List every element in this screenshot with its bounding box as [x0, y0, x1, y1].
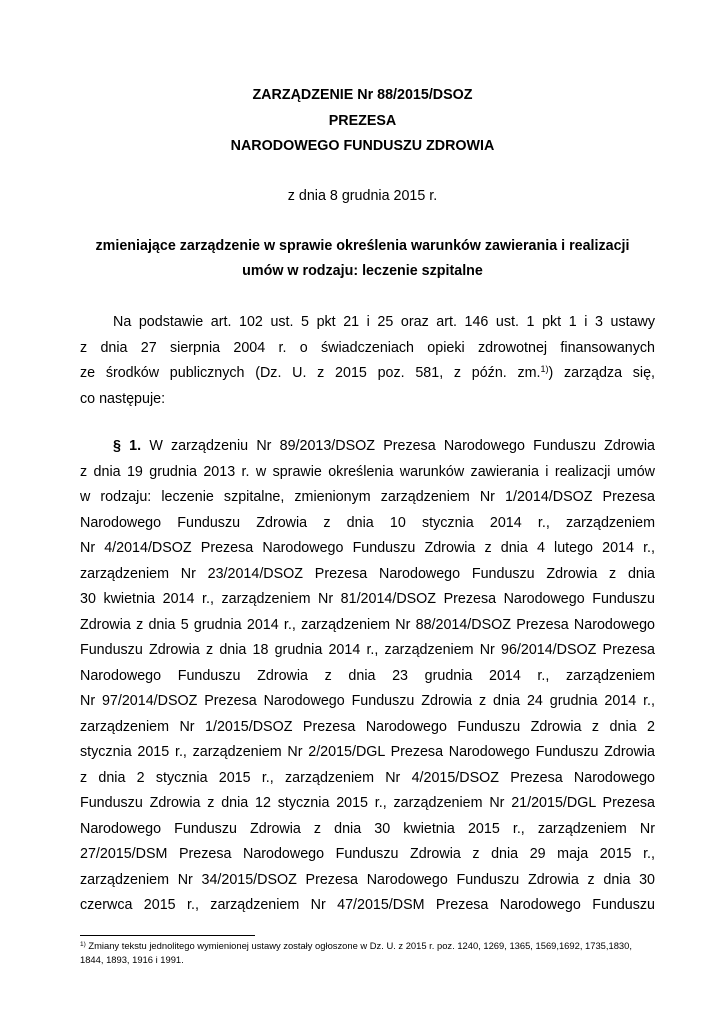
section-line: Zdrowia z dnia 5 grudnia 2014 r., zarządzeniem Nr 88/2014/DSOZ Prezesa Narodowego — [80, 616, 655, 633]
section-1-paragraph — [80, 434, 655, 919]
footnote-line: 1844, 1893, 1916 i 1991. — [80, 953, 184, 965]
intro-text: ze środków publicznych (Dz. U. z 2015 poz. 581, z późn. zm. — [80, 365, 541, 381]
issuer-title: PREZESA — [328, 113, 397, 129]
intro-line: Na podstawie art. 102 ust. 5 pkt 21 i 25 oraz art. 146 ust. 1 pkt 1 i 3 ustawy — [113, 314, 655, 330]
section-text: W zarządzeniu Nr 89/2013/DSOZ Prezesa Narodowego Funduszu Zdrowia — [149, 438, 655, 454]
footnote-ref: 1) — [540, 364, 549, 374]
section-line: Narodowego Funduszu Zdrowia z dnia 10 stycznia 2014 r., zarządzeniem — [80, 514, 655, 531]
footnote-line — [80, 939, 655, 953]
section-line: Funduszu Zdrowia z dnia 12 stycznia 2015 r., zarządzeniem Nr 21/2015/DGL Prezesa — [80, 795, 655, 811]
footnote-marker: 1) — [80, 941, 86, 948]
footnote-separator — [80, 935, 255, 936]
section-line: czerwca 2015 r., zarządzeniem Nr 47/2015/DSM Prezesa Narodowego Funduszu — [80, 897, 655, 913]
section-label: § 1. — [113, 438, 142, 454]
section-line: z dnia 2 stycznia 2015 r., zarządzeniem Nr 4/2015/DSOZ Prezesa Narodowego — [80, 769, 655, 786]
document-date: z dnia 8 grudnia 2015 r. — [287, 188, 438, 204]
section-line: zarządzeniem Nr 1/2015/DSOZ Prezesa Narodowego Funduszu Zdrowia z dnia 2 — [80, 718, 655, 735]
section-line: 27/2015/DSM Prezesa Narodowego Funduszu Zdrowia z dnia 29 maja 2015 r., — [80, 846, 655, 862]
section-line: Narodowego Funduszu Zdrowia z dnia 30 kwietnia 2015 r., zarządzeniem Nr — [80, 820, 655, 837]
section-line: zarządzeniem Nr 34/2015/DSOZ Prezesa Narodowego Funduszu Zdrowia z dnia 30 — [80, 871, 655, 888]
footnote-text: Zmiany tekstu jednolitego wymienionej ustawy zostały ogłoszone w Dz. U. z 2015 r. poz. 1240, 1269, 1365, 1569,1692, 1735,1830, — [88, 940, 632, 951]
section-line: w rodzaju: leczenie szpitalne, zmienionym zarządzeniem Nr 1/2014/DSOZ Prezesa — [80, 489, 655, 505]
intro-text: ) zarządza się, — [548, 365, 655, 381]
document-title: ZARZĄDZENIE Nr 88/2015/DSOZ — [252, 87, 473, 103]
section-line: zarządzeniem Nr 23/2014/DSOZ Prezesa Narodowego Funduszu Zdrowia z dnia — [80, 565, 655, 582]
section-line: stycznia 2015 r., zarządzeniem Nr 2/2015/DGL Prezesa Narodowego Funduszu Zdrowia — [80, 744, 655, 760]
issuer-institution: NARODOWEGO FUNDUSZU ZDROWIA — [230, 138, 495, 154]
subject-line-2: umów w rodzaju: leczenie szpitalne — [242, 263, 483, 279]
section-line: Nr 4/2014/DSOZ Prezesa Narodowego Funduszu Zdrowia z dnia 4 lutego 2014 r., — [80, 540, 655, 556]
section-line: z dnia 19 grudnia 2013 r. w sprawie określenia warunków zawierania i realizacji umów — [80, 463, 655, 480]
section-line: Funduszu Zdrowia z dnia 18 grudnia 2014 r., zarządzeniem Nr 96/2014/DSOZ Prezesa — [80, 642, 655, 658]
intro-line: co następuje: — [80, 390, 166, 407]
section-line: Nr 97/2014/DSOZ Prezesa Narodowego Funduszu Zdrowia z dnia 24 grudnia 2014 r., — [80, 693, 655, 709]
legal-basis-paragraph — [80, 310, 655, 412]
section-line — [80, 434, 655, 460]
intro-line — [80, 361, 655, 387]
footnote — [80, 939, 655, 966]
intro-line: z dnia 27 sierpnia 2004 r. o świadczeniach opieki zdrowotnej finansowanych — [80, 339, 655, 356]
section-line: Narodowego Funduszu Zdrowia z dnia 23 grudnia 2014 r., zarządzeniem — [80, 667, 655, 684]
section-line: 30 kwietnia 2014 r., zarządzeniem Nr 81/2014/DSOZ Prezesa Narodowego Funduszu — [80, 591, 655, 607]
subject-line-1: zmieniające zarządzenie w sprawie określenia warunków zawierania i realizacji — [95, 238, 630, 254]
